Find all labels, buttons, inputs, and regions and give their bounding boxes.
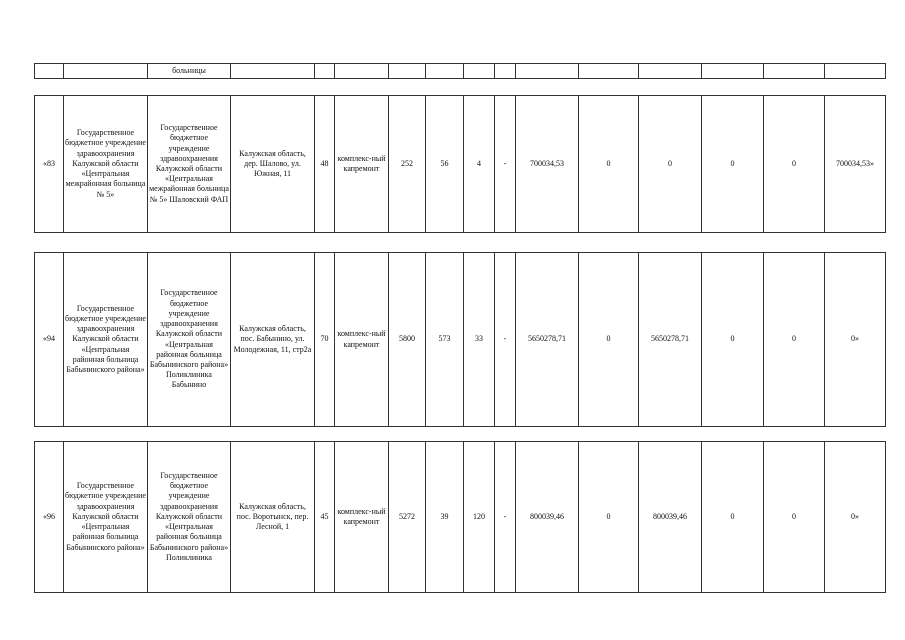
address: Калужская область, пос. Воротынск, пер. Лесной, 1 [231, 442, 315, 593]
facility-name: Государственное бюджетное учреждение здравоохранения Калужской области «Центральная межрайонная больница № 5» Шаловский ФАП [148, 96, 231, 233]
staff: 120 [464, 442, 495, 593]
capacity: 56 [426, 96, 464, 233]
cell [702, 64, 764, 79]
year-built: 45 [315, 442, 335, 593]
cell [825, 64, 886, 79]
funding-5: 0» [825, 253, 886, 427]
row-number: «96 [35, 442, 64, 593]
organization-name: Государственное бюджетное учреждение здравоохранения Калужской области «Центральная межрайонная больница № 5» [64, 96, 148, 233]
dash-cell: - [495, 96, 516, 233]
total-cost: 5650278,71 [516, 253, 579, 427]
organization-name: Государственное бюджетное учреждение здравоохранения Калужской области «Центральная районная больница Бабынинского района» [64, 442, 148, 593]
cell [579, 64, 639, 79]
funding-4: 0 [764, 96, 825, 233]
cell: больницы [148, 64, 231, 79]
cell [516, 64, 579, 79]
funding-3: 0 [702, 442, 764, 593]
cell [315, 64, 335, 79]
total-cost: 700034,53 [516, 96, 579, 233]
area: 5272 [389, 442, 426, 593]
capacity: 573 [426, 253, 464, 427]
funding-5: 0» [825, 442, 886, 593]
staff: 33 [464, 253, 495, 427]
facility-name: Государственное бюджетное учреждение здравоохранения Калужской области «Центральная районная больница Бабынинского района» Поликлиника [148, 442, 231, 593]
work-type: комплекс-ный капремонт [335, 96, 389, 233]
funding-4: 0 [764, 442, 825, 593]
work-type: комплекс-ный капремонт [335, 253, 389, 427]
cell [426, 64, 464, 79]
cell [231, 64, 315, 79]
table-row [34, 95, 886, 233]
dash-cell: - [495, 253, 516, 427]
cell [335, 64, 389, 79]
funding-2: 800039,46 [639, 442, 702, 593]
year-built: 48 [315, 96, 335, 233]
funding-5: 700034,53» [825, 96, 886, 233]
address: Калужская область, дер. Шалово, ул. Южная, 11 [231, 96, 315, 233]
area: 5800 [389, 253, 426, 427]
cell [764, 64, 825, 79]
staff: 4 [464, 96, 495, 233]
year-built: 70 [315, 253, 335, 427]
total-cost: 800039,46 [516, 442, 579, 593]
funding-1: 0 [579, 442, 639, 593]
area: 252 [389, 96, 426, 233]
funding-2: 5650278,71 [639, 253, 702, 427]
funding-4: 0 [764, 253, 825, 427]
organization-name: Государственное бюджетное учреждение здравоохранения Калужской области «Центральная районная больница Бабынинского района» [64, 253, 148, 427]
funding-1: 0 [579, 253, 639, 427]
work-type: комплекс-ный капремонт [335, 442, 389, 593]
table-row [34, 441, 886, 593]
cell [639, 64, 702, 79]
funding-3: 0 [702, 253, 764, 427]
funding-3: 0 [702, 96, 764, 233]
cell [495, 64, 516, 79]
funding-1: 0 [579, 96, 639, 233]
row-number: «94 [35, 253, 64, 427]
cell [64, 64, 148, 79]
table-row [34, 252, 886, 427]
funding-2: 0 [639, 96, 702, 233]
dash-cell: - [495, 442, 516, 593]
cell [389, 64, 426, 79]
cell [35, 64, 64, 79]
table-continuation-row [34, 63, 886, 79]
address: Калужская область, пос. Бабынино, ул. Молодежная, 11, стр2а [231, 253, 315, 427]
row-number: «83 [35, 96, 64, 233]
facility-name: Государственное бюджетное учреждение здравоохранения Калужской области «Центральная районная больница Бабынинского района» Поликлиника Бабынино [148, 253, 231, 427]
capacity: 39 [426, 442, 464, 593]
cell [464, 64, 495, 79]
